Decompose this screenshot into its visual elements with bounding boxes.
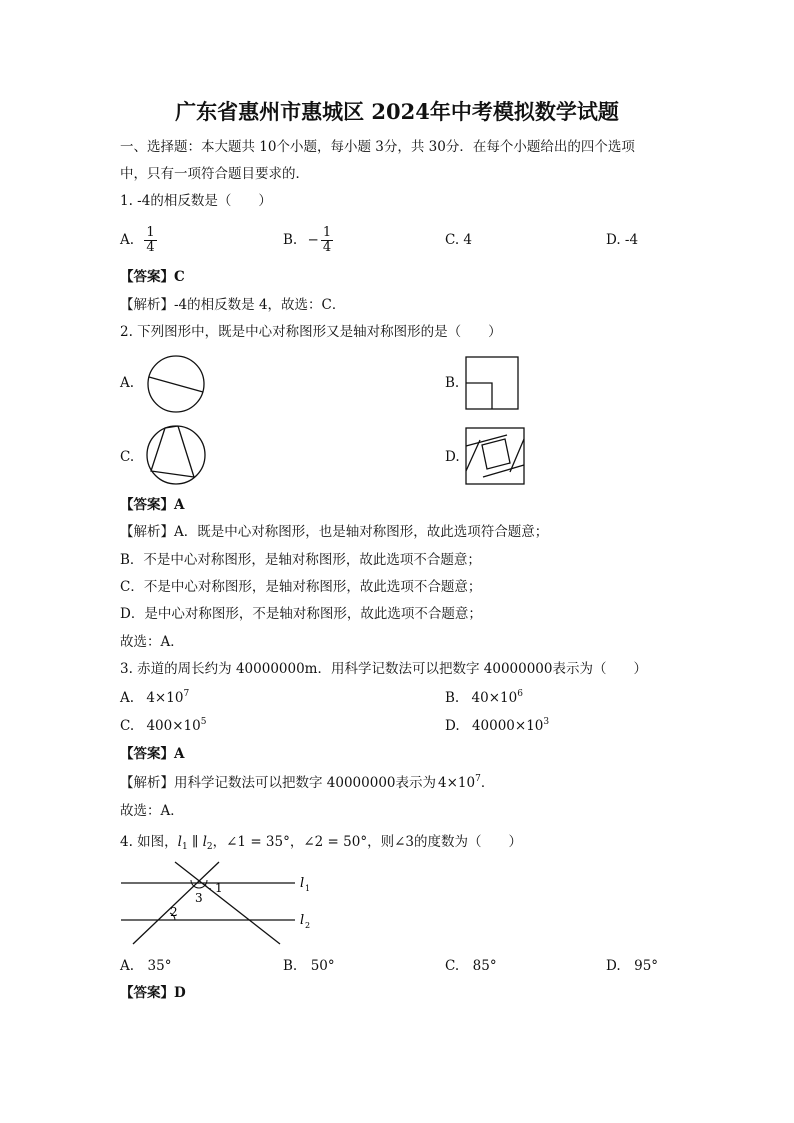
q4-l2-subscript: 2 bbox=[206, 842, 213, 852]
q4-stem bbox=[120, 832, 522, 852]
q2-analysis-1: 【解析】A．既是中心对称图形，也是轴对称图形，故此选项符合题意； bbox=[120, 524, 549, 540]
q1-stem: 1. -4的相反数是（ ） bbox=[120, 193, 272, 209]
q3-analysis-exponent: 7 bbox=[475, 774, 481, 784]
q4-l2-label: l bbox=[300, 913, 305, 928]
q2-figure-b-inner-square bbox=[466, 383, 492, 409]
q1-answer: 【答案】C bbox=[120, 269, 185, 285]
q2-analysis-3: C．不是中心对称图形，是轴对称图形，故此选项不合题意； bbox=[120, 579, 482, 595]
q1-option-b bbox=[283, 226, 333, 255]
q1-option-b-fraction bbox=[321, 226, 333, 255]
q3-option-b-base: 40×10 bbox=[471, 690, 518, 706]
q4-l1-label: l bbox=[300, 876, 305, 891]
q4-stem-suffix: ，∠1 = 35°，∠2 = 50°，则∠3的度数为（ ） bbox=[212, 834, 522, 850]
q1-option-b-numerator: 1 bbox=[322, 225, 332, 240]
q3-option-c-base: 400×10 bbox=[146, 718, 201, 734]
q2-figure-c bbox=[140, 424, 210, 486]
q3-option-b-exponent: 6 bbox=[517, 689, 523, 699]
q4-parallel-sign: ∥ bbox=[187, 834, 203, 850]
q2-figure-b bbox=[465, 356, 521, 412]
q2-option-b-label: B. bbox=[445, 375, 460, 391]
q1-option-a-numerator: 1 bbox=[146, 225, 155, 240]
q2-figure-c-side bbox=[178, 426, 194, 477]
q1-option-a-denominator: 4 bbox=[146, 240, 155, 255]
q4-l2-letter: l bbox=[202, 834, 207, 850]
q3-option-c-label: C. bbox=[120, 718, 135, 734]
q2-option-a-label: A. bbox=[120, 375, 135, 391]
section-instruction-line2: 中，只有一项符合题目要求的． bbox=[120, 166, 309, 182]
q3-analysis-base: 4×10 bbox=[438, 775, 476, 791]
q3-option-d-exponent: 3 bbox=[543, 717, 550, 727]
section-instruction-line1: 一、选择题：本大题共 10个小题，每小题 3分，共 30分．在每个小题给出的四个选项 bbox=[120, 139, 635, 155]
q4-l2-label-subscript: 2 bbox=[305, 921, 311, 930]
q3-stem: 3. 赤道的周长约为 40000000m．用科学记数法可以把数字 40000000表示为（ ） bbox=[120, 661, 647, 677]
q3-option-d bbox=[445, 716, 549, 736]
q4-l1-label-subscript: 1 bbox=[305, 884, 311, 893]
q3-option-b bbox=[445, 688, 523, 708]
q4-option-c: C. 85° bbox=[445, 958, 497, 974]
q1-option-d: D. -4 bbox=[606, 232, 639, 248]
q3-option-c-exponent: 5 bbox=[200, 717, 207, 727]
q3-option-a-base: 4×10 bbox=[146, 690, 184, 706]
q1-analysis: 【解析】-4的相反数是 4，故选：C． bbox=[120, 297, 346, 313]
q4-angle2-label: 2 bbox=[170, 905, 178, 919]
q4-transversal-2 bbox=[175, 862, 280, 944]
q2-figure-d-line3 bbox=[483, 465, 524, 477]
q2-answer: 【答案】A bbox=[120, 497, 185, 513]
q1-option-b-denominator: 4 bbox=[322, 240, 332, 255]
q4-answer: 【答案】D bbox=[120, 985, 186, 1001]
q3-conclusion: 故选：A． bbox=[120, 803, 184, 819]
q2-conclusion: 故选：A． bbox=[120, 634, 184, 650]
q4-angle3-label: 3 bbox=[195, 891, 203, 905]
q4-l1-letter: l bbox=[177, 834, 182, 850]
q3-option-a-exponent: 7 bbox=[183, 689, 190, 699]
q3-option-b-label: B. bbox=[445, 690, 460, 706]
q3-analysis bbox=[120, 773, 494, 793]
q1-option-c: C. 4 bbox=[445, 232, 473, 248]
q1-option-a-fraction bbox=[144, 226, 156, 255]
q3-option-d-base: 40000×10 bbox=[471, 718, 544, 734]
q2-figure-d-outer-square bbox=[466, 428, 524, 484]
q2-analysis-4: D．是中心对称图形，不是轴对称图形，故此选项不合题意； bbox=[120, 606, 482, 622]
q3-option-d-label: D. bbox=[445, 718, 460, 734]
q4-stem-prefix: 4. 如图， bbox=[120, 834, 178, 850]
q3-option-a bbox=[120, 688, 189, 708]
q4-angle1-label: 1 bbox=[215, 881, 223, 895]
q2-figure-a bbox=[140, 354, 210, 414]
q4-figure bbox=[115, 858, 330, 950]
q2-option-c-label: C. bbox=[120, 449, 135, 465]
q4-option-b: B. 50° bbox=[283, 958, 335, 974]
q2-figure-c-lines bbox=[151, 428, 194, 477]
q1-option-a-label: A. bbox=[120, 232, 135, 248]
q4-option-d: D. 95° bbox=[606, 958, 659, 974]
q4-l1-subscript: 1 bbox=[182, 842, 188, 852]
q1-option-a bbox=[120, 226, 157, 255]
q1-option-b-label: B. bbox=[283, 232, 298, 248]
q3-option-a-label: A. bbox=[120, 690, 135, 706]
q2-figure-d-inner-square bbox=[482, 439, 510, 469]
q4-transversal-1 bbox=[133, 862, 219, 944]
q4-option-a: A. 35° bbox=[120, 958, 172, 974]
q3-option-c bbox=[120, 716, 206, 736]
q3-answer: 【答案】A bbox=[120, 746, 185, 762]
q1-option-b-sign: − bbox=[307, 232, 319, 248]
q3-analysis-text: 【解析】用科学记数法可以把数字 40000000表示为 bbox=[120, 775, 437, 791]
q2-stem: 2. 下列图形中，既是中心对称图形又是轴对称图形的是（ ） bbox=[120, 324, 502, 340]
page-title: 广东省惠州市惠城区 2024年中考模拟数学试题 bbox=[175, 99, 619, 124]
q2-figure-d bbox=[465, 427, 527, 487]
q2-analysis-2: B．不是中心对称图形，是轴对称图形，故此选项不合题意； bbox=[120, 552, 481, 568]
q2-figure-a-chord bbox=[149, 377, 203, 392]
q3-analysis-end: ． bbox=[480, 775, 495, 791]
q2-option-d-label: D. bbox=[445, 449, 460, 465]
